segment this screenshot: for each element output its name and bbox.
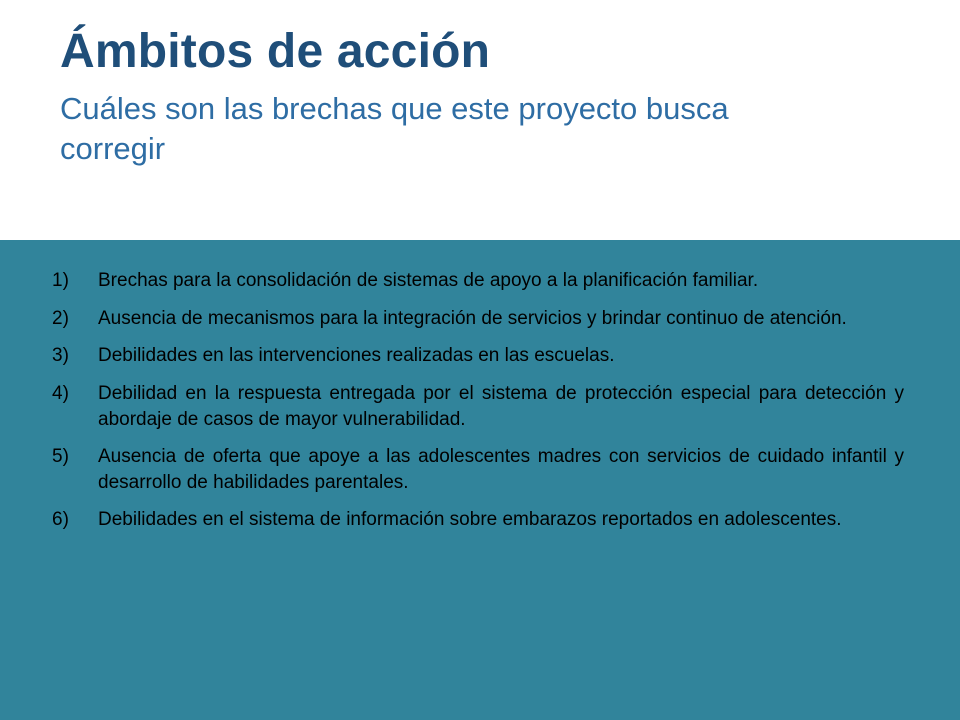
list-item	[52, 444, 904, 495]
list-item-number: 1)	[52, 270, 69, 291]
list-item-number: 3)	[52, 345, 69, 367]
list-item-number: 5)	[52, 446, 69, 468]
title-area	[60, 26, 920, 169]
slide-subtitle: Cuáles son las brechas que este proyecto busca corregir	[60, 90, 729, 167]
list-item-text: Ausencia de mecanismos para la integración de servicios y brindar continuo de atención.	[98, 307, 847, 329]
list-item-text: Brechas para la consolidación de sistemas de apoyo a la planificación familiar.	[98, 270, 759, 291]
list-item-text: Ausencia de oferta que apoye a las adolescentes madres con servicios de cuidado infantil y desarrollo de habilidades parentales.	[98, 446, 904, 493]
list-item	[52, 268, 904, 294]
list-item	[52, 507, 904, 533]
list-item-text: Debilidades en el sistema de información sobre embarazos reportados en adolescentes.	[98, 509, 842, 531]
gaps-list	[0, 240, 960, 533]
list-item-number: 6)	[52, 509, 69, 531]
slide-title: Ámbitos de acción	[60, 25, 491, 78]
list-item-text: Debilidades en las intervenciones realizadas en las escuelas.	[98, 345, 615, 367]
content-panel	[0, 240, 960, 720]
list-item	[52, 306, 904, 332]
list-item	[52, 343, 904, 369]
list-item-text: Debilidad en la respuesta entregada por el sistema de protección especial para detección y abordaje de casos de mayor vulnerabilidad.	[98, 382, 904, 430]
list-item	[52, 381, 904, 432]
list-item-number: 4)	[52, 382, 69, 404]
list-item-number: 2)	[52, 307, 69, 329]
